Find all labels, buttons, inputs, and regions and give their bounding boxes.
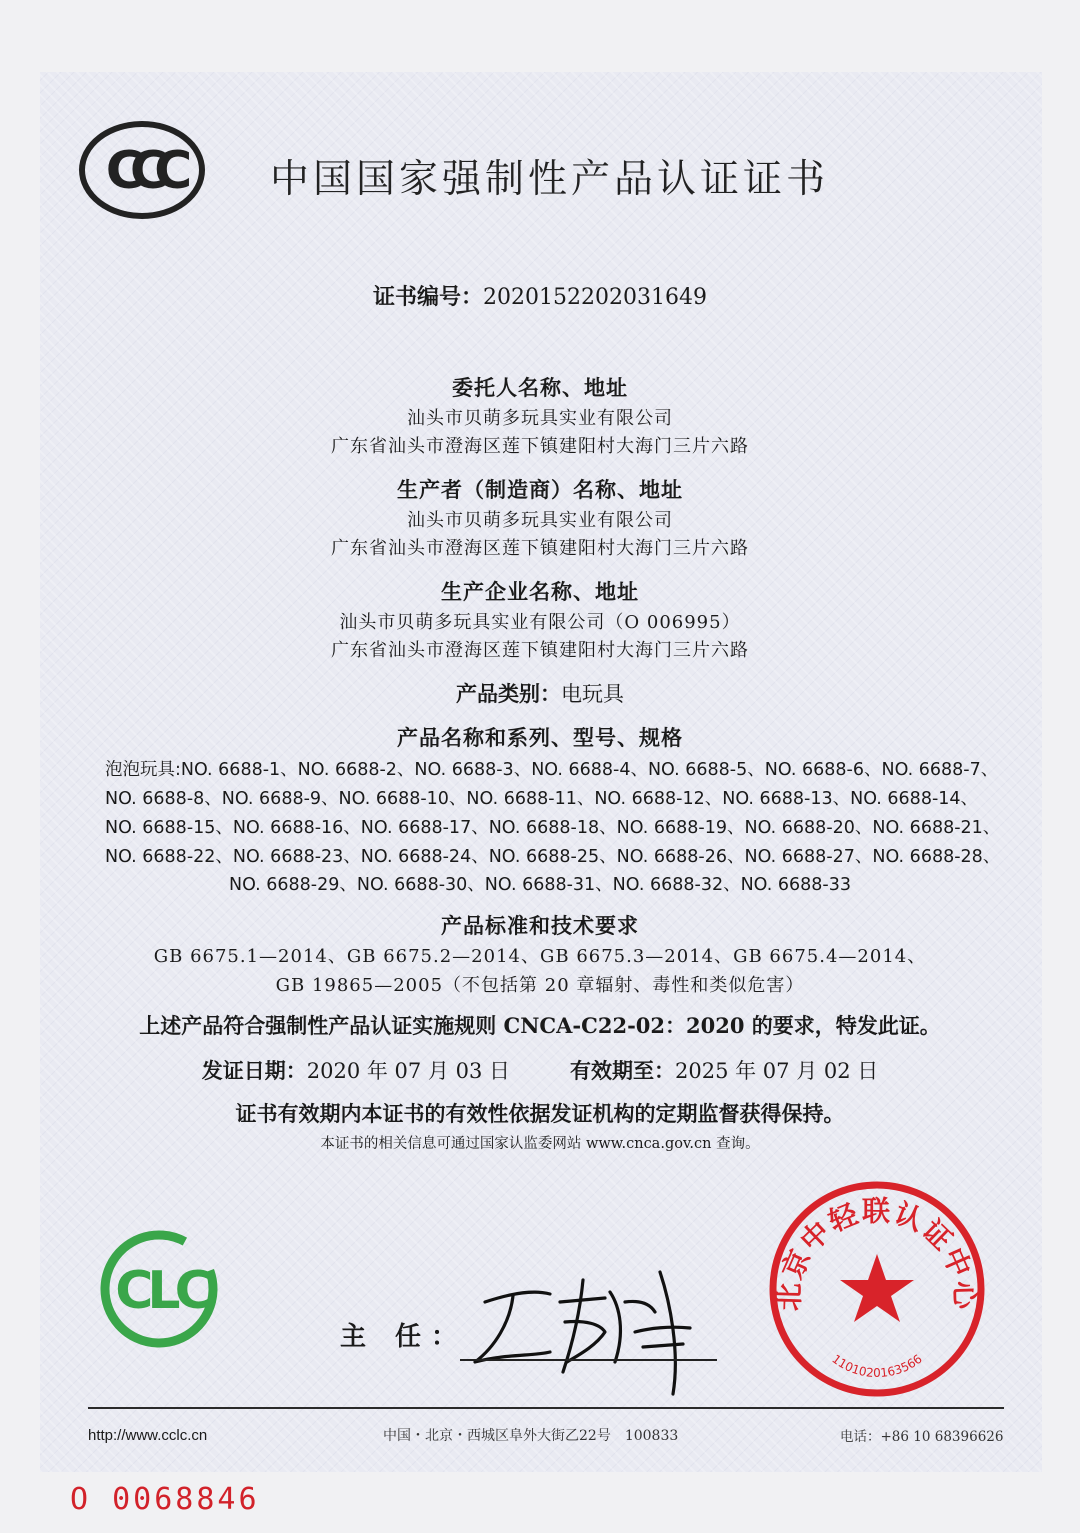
factory-name: 汕头市贝萌多玩具实业有限公司（O 006995） bbox=[339, 612, 741, 633]
signatory-label: 主 任： bbox=[340, 1322, 468, 1352]
ccc-logo bbox=[78, 120, 206, 220]
applicant-heading: 委托人名称、地址 bbox=[452, 375, 628, 400]
product-category-label: 产品类别： bbox=[456, 681, 561, 706]
expiry-date-label: 有效期至： bbox=[570, 1058, 675, 1083]
manufacturer-address: 广东省汕头市澄海区莲下镇建阳村大海门三片六路 bbox=[331, 538, 749, 559]
page-title: 中国国家强制性产品认证证书 bbox=[270, 157, 830, 202]
product-category-value: 电玩具 bbox=[561, 682, 624, 706]
factory-address: 广东省汕头市澄海区莲下镇建阳村大海门三片六路 bbox=[331, 640, 749, 661]
issue-date: 2020 年 07 月 03 日 bbox=[306, 1059, 510, 1083]
product-models-line: NO. 6688-8、NO. 6688-9、NO. 6688-10、NO. 6688-11、NO. 6688-12、NO. 6688-13、NO. 6688-14、 bbox=[105, 789, 979, 809]
product-models-line: NO. 6688-15、NO. 6688-16、NO. 6688-17、NO. 6688-18、NO. 6688-19、NO. 6688-20、NO. 6688-21、 bbox=[105, 818, 1001, 838]
footer-address: 中国・北京・西城区阜外大街乙22号 100833 bbox=[383, 1428, 679, 1444]
footer-divider bbox=[88, 1407, 1004, 1409]
applicant-address: 广东省汕头市澄海区莲下镇建阳村大海门三片六路 bbox=[331, 436, 749, 457]
svg-text:北京中轻联认证中心: 北京中轻联认证中心 bbox=[772, 1194, 982, 1312]
standards-heading: 产品标准和技术要求 bbox=[441, 913, 639, 938]
signature-image bbox=[455, 1262, 725, 1402]
manufacturer-name: 汕头市贝萌多玩具实业有限公司 bbox=[407, 510, 673, 531]
product-category bbox=[0, 678, 1080, 708]
issue-date-label: 发证日期： bbox=[201, 1058, 307, 1083]
ccc-logo-text: CCC bbox=[105, 141, 179, 201]
serial-number: O 0068846 bbox=[70, 1482, 260, 1517]
expiry-date: 2025 年 07 月 02 日 bbox=[675, 1059, 879, 1083]
validity-note: 证书有效期内本证书的有效性依据发证机构的定期监督获得保持。 bbox=[235, 1101, 845, 1126]
products-heading: 产品名称和系列、型号、规格 bbox=[397, 725, 683, 750]
product-models-line: NO. 6688-22、NO. 6688-23、NO. 6688-24、NO. 6688-25、NO. 6688-26、NO. 6688-27、NO. 6688-28、 bbox=[105, 847, 1001, 867]
product-models-line: NO. 6688-29、NO. 6688-30、NO. 6688-31、NO. 6688-32、NO. 6688-33 bbox=[228, 875, 851, 895]
certification-seal bbox=[764, 1176, 990, 1402]
footer-url[interactable]: http://www.cclc.cn bbox=[88, 1427, 208, 1444]
product-models-line: 泡泡玩具:NO. 6688-1、NO. 6688-2、NO. 6688-3、NO. 6688-4、NO. 6688-5、NO. 6688-6、NO. 6688-7、 bbox=[105, 760, 999, 780]
applicant-name: 汕头市贝萌多玩具实业有限公司 bbox=[407, 408, 673, 429]
standards-line: GB 6675.1—2014、GB 6675.2—2014、GB 6675.3—2014、GB 6675.4—2014、 bbox=[153, 946, 927, 967]
factory-heading: 生产企业名称、地址 bbox=[441, 579, 639, 604]
certificate-number bbox=[0, 280, 1080, 311]
clc-logo bbox=[98, 1228, 220, 1350]
conformity-statement: 上述产品符合强制性产品认证实施规则 CNCA-C22-02：2020 的要求，特发此证。 bbox=[139, 1013, 941, 1038]
certificate-dates bbox=[0, 1055, 1080, 1085]
certificate-number-label: 证书编号： bbox=[373, 284, 484, 310]
svg-text:1101020163566: 1101020163566 bbox=[829, 1351, 925, 1381]
standards-line: GB 19865—2005（不包括第 20 章辐射、毒性和类似危害） bbox=[275, 975, 805, 996]
manufacturer-heading: 生产者（制造商）名称、地址 bbox=[397, 477, 683, 502]
certificate-number-value: 2020152202031649 bbox=[483, 285, 707, 310]
inquiry-note: 本证书的相关信息可通过国家认监委网站 www.cnca.gov.cn 查询。 bbox=[320, 1136, 760, 1152]
svg-text:CLC: CLC bbox=[115, 1261, 207, 1321]
footer-phone: 电话：+86 10 68396626 bbox=[840, 1429, 1004, 1445]
